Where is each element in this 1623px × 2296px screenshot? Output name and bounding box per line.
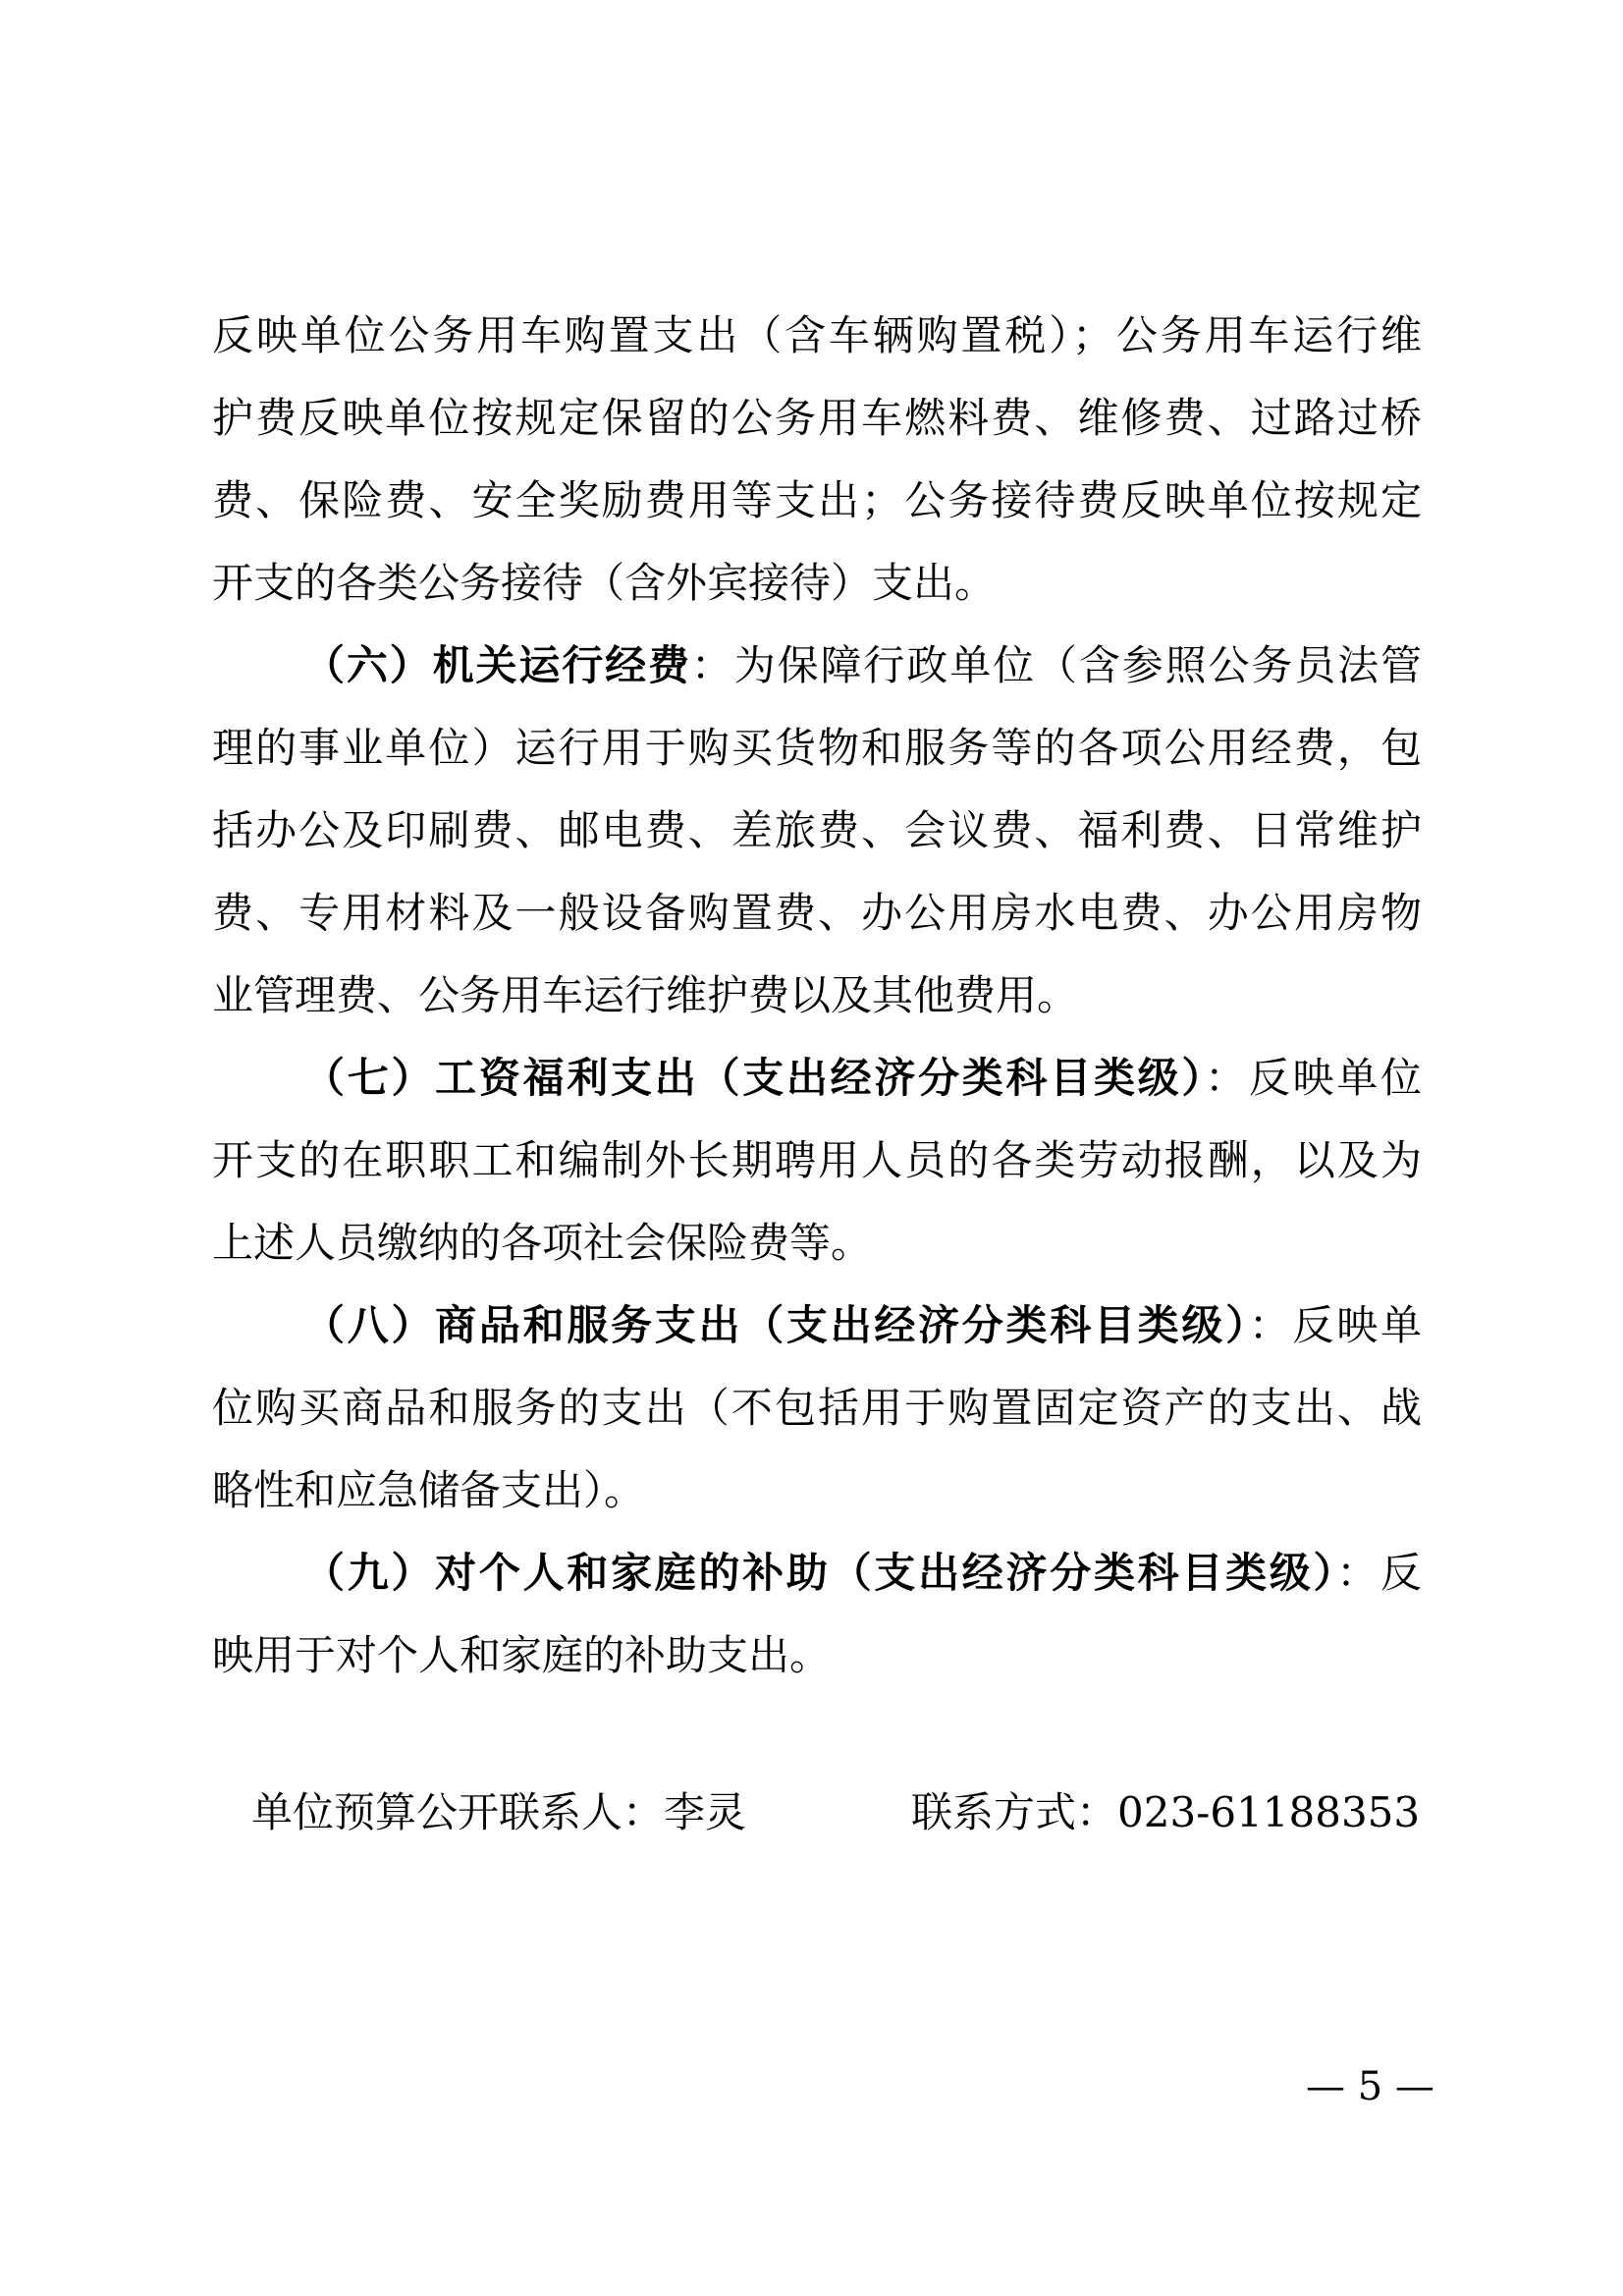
text-line: 位购买商品和服务的支出（不包括用于购置固定资产的支出、战 (212, 1384, 1422, 1432)
text-line (212, 1532, 1422, 1614)
text-line: 护费反映单位按规定保留的公务用车燃料费、维修费、过路过桥 (212, 394, 1422, 442)
text-line (212, 1037, 1422, 1120)
text-line: 映用于对个人和家庭的补助支出。 (212, 1631, 832, 1679)
text-line: 业管理费、公务用车运行维护费以及其他费用。 (212, 971, 1079, 1019)
contact-person: 单位预算公开联系人：李灵 (251, 1788, 747, 1836)
section-heading: （七）工资福利支出（支出经济分类科目类级） (303, 1054, 1206, 1102)
contact-phone: 联系方式：023-61188353 (911, 1788, 1421, 1836)
section-heading: （六）机关运行经费 (303, 641, 691, 689)
text-line: 费、专用材料及一般设备购置费、办公用房水电费、办公用房物 (212, 889, 1422, 937)
text-line: 上述人员缴纳的各项社会保险费等。 (212, 1219, 873, 1267)
text-fragment: ：反 (1336, 1549, 1422, 1597)
text-fragment: ：反映单 (1248, 1301, 1422, 1349)
text-line: 费、保险费、安全奖励费用等支出；公务接待费反映单位按规定 (212, 476, 1422, 524)
page-number: — 5 — (1306, 2064, 1434, 2109)
text-line: 开支的各类公务接待（含外宾接待）支出。 (212, 559, 997, 607)
text-fragment: ：为保障行政单位（含参照公务员法管 (690, 641, 1422, 689)
text-line: 反映单位公务用车购置支出（含车辆购置税）；公务用车运行维 (212, 311, 1422, 359)
section-heading: （九）对个人和家庭的补助（支出经济分类科目类级） (303, 1549, 1337, 1597)
paragraph-vehicle-costs (212, 295, 1422, 625)
paragraph-goods-services (212, 1285, 1422, 1532)
text-line: 开支的在职职工和编制外长期聘用人员的各类劳动报酬，以及为 (212, 1136, 1422, 1184)
paragraph-wages-welfare (212, 1037, 1422, 1285)
text-line: 括办公及印刷费、邮电费、差旅费、会议费、福利费、日常维护 (212, 806, 1422, 854)
text-fragment: ：反映单位 (1205, 1054, 1422, 1102)
paragraph-operating-expenses (212, 625, 1422, 1037)
text-line: 略性和应急储备支出）。 (212, 1466, 646, 1514)
text-line (212, 625, 1422, 707)
text-line (212, 1285, 1422, 1367)
section-heading: （八）商品和服务支出（支出经济分类科目类级） (303, 1301, 1249, 1349)
paragraph-household-subsidies (212, 1532, 1422, 1697)
document-body (212, 295, 1422, 1697)
text-line: 理的事业单位）运行用于购买货物和服务等的各项公用经费，包 (212, 724, 1422, 772)
